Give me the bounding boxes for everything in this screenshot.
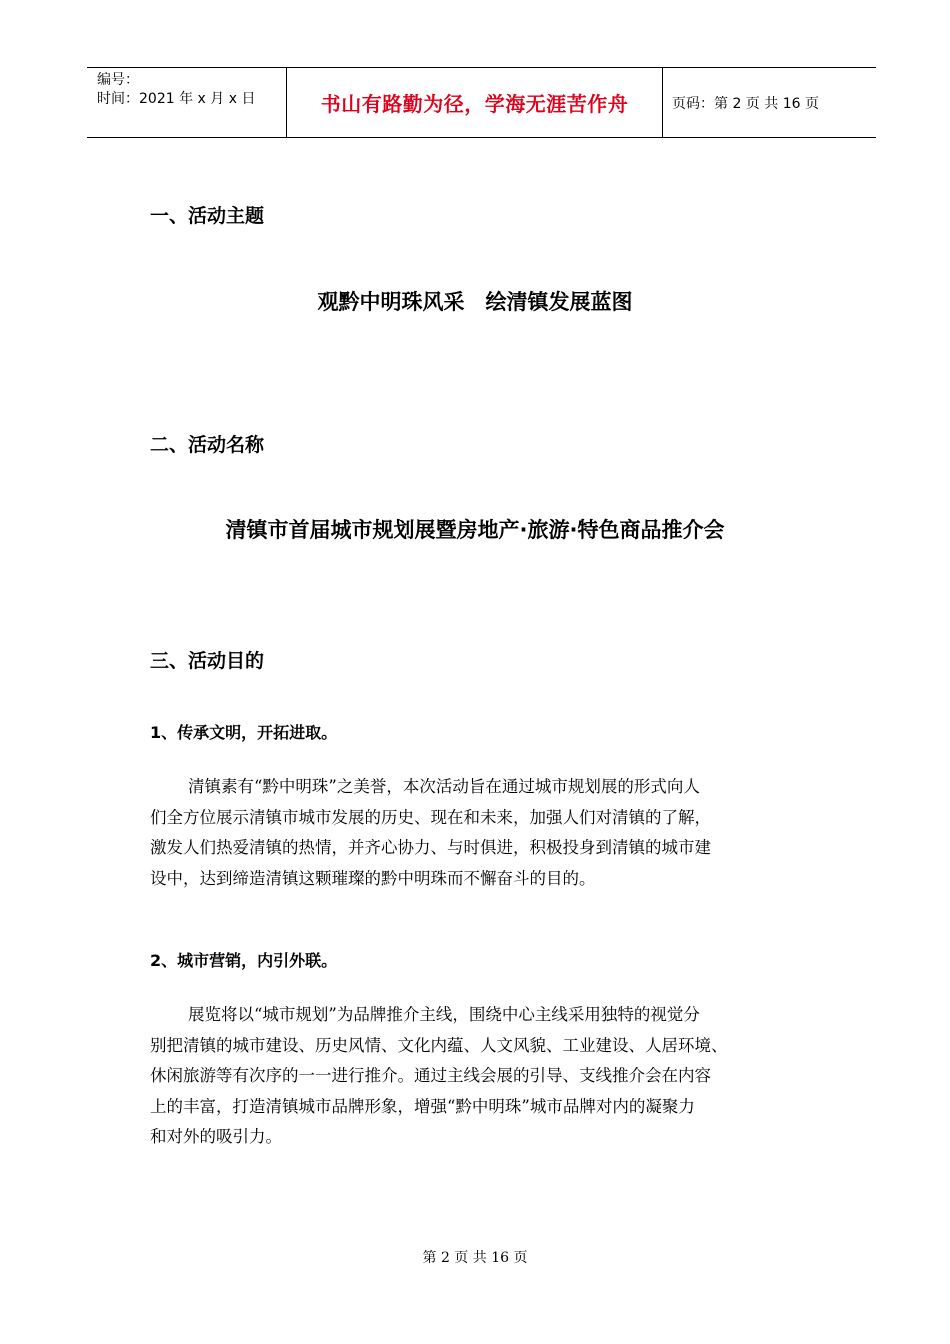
purpose-item-2-label: 2、城市营销，内引外联。 bbox=[150, 951, 338, 970]
event-name-title: 清镇市首届城市规划展暨房地产·旅游·特色商品推介会 bbox=[225, 518, 725, 542]
paragraph-line: 们全方位展示清镇市城市发展的历史、现在和未来，加强人们对清镇的了解， bbox=[150, 807, 711, 827]
section-heading-name: 二、活动名称 bbox=[150, 434, 265, 456]
theme-title: 观黔中明珠风采 绘清镇发展蓝图 bbox=[317, 290, 633, 314]
purpose-item-2-paragraph bbox=[150, 1000, 840, 1153]
purpose-item-1-paragraph bbox=[150, 772, 840, 894]
header-motto: 书山有路勤为径，学海无涯苦作舟 bbox=[287, 68, 663, 137]
paragraph-line: 休闲旅游等有次序的一一进行推介。通过主线会展的引导、支线推介会在内容 bbox=[150, 1066, 711, 1085]
number-label: 编号： bbox=[97, 72, 139, 88]
paragraph-line: 设中，达到缔造清镇这颗璀璨的黔中明珠而不懈奋斗的目的。 bbox=[150, 868, 596, 888]
section-heading-theme: 一、活动主题 bbox=[150, 205, 265, 227]
paragraph-line: 上的丰富，打造清镇城市品牌形象，增强“黔中明珠”城市品牌对内的凝聚力 bbox=[150, 1096, 695, 1116]
paragraph-line: 和对外的吸引力。 bbox=[150, 1127, 282, 1146]
paragraph-line: 展览将以“城市规划”为品牌推介主线，围绕中心主线采用独特的视觉分 bbox=[188, 1005, 700, 1024]
paragraph-line: 清镇素有“黔中明珠”之美誉，本次活动旨在通过城市规划展的形式向人 bbox=[188, 777, 700, 796]
page-header bbox=[87, 67, 876, 138]
section-heading-purpose: 三、活动目的 bbox=[150, 650, 265, 672]
header-page-info: 页码：第 2 页 共 16 页 bbox=[672, 95, 819, 112]
paragraph-line: 别把清镇的城市建设、历史风情、文化内蕴、人文风貌、工业建设、人居环境、 bbox=[150, 1035, 728, 1055]
time-label: 时间：2021 年 x 月 x 日 bbox=[97, 91, 256, 107]
paragraph-line: 激发人们热爱清镇的热情，并齐心协力、与时俱进，积极投身到清镇的城市建 bbox=[150, 838, 711, 857]
purpose-item-1-label: 1、传承文明，开拓进取。 bbox=[150, 723, 338, 742]
page-footer: 第 2 页 共 16 页 bbox=[422, 1250, 528, 1266]
header-meta bbox=[87, 68, 287, 137]
